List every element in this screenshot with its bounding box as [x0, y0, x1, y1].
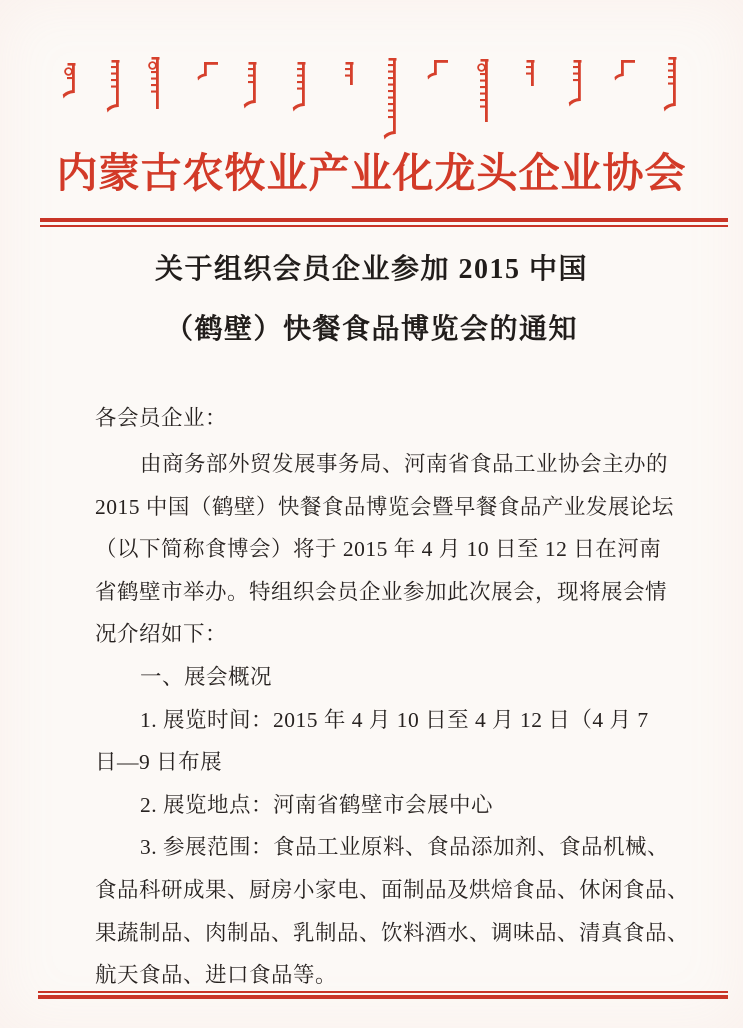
body-text [95, 443, 690, 997]
body-line: 食品科研成果、厨房小家电、面制品及烘焙食品、休闲食品、 [95, 877, 690, 902]
body-line: 2015 中国（鹤壁）快餐食品博览会暨早餐食品产业发展论坛 [95, 494, 674, 519]
red-separator-bottom [38, 991, 728, 999]
doc-title-line1: 关于组织会员企业参加 2015 中国 [154, 254, 588, 285]
body-line: 由商务部外贸发展事务局、河南省食品工业协会主办的 [140, 452, 669, 476]
body-line: 日—9 日布展 [95, 750, 223, 775]
body-line: 省鹤壁市举办。特组织会员企业参加此次展会，现将展会情 [95, 579, 668, 604]
body-line: 果蔬制品、肉制品、乳制品、饮料酒水、调味品、清真食品、 [95, 920, 690, 945]
red-separator-top [40, 218, 728, 227]
org-title: 内蒙古农牧业产业化龙头企业协会 [56, 150, 687, 196]
doc-title-line2: （鹤壁）快餐食品博览会的通知 [164, 314, 578, 345]
mongolian-script-banner [0, 0, 743, 150]
body-line: 况介绍如下： [95, 622, 228, 647]
body-line: （以下简称食博会）将于 2015 年 4 月 10 日至 12 日在河南 [95, 537, 662, 562]
body-line: 一、展会概况 [140, 664, 273, 689]
body-line: 2. 展览地点：河南省鹤壁市会展中心 [140, 792, 494, 817]
body-line: 3. 参展范围：食品工业原料、食品添加剂、食品机械、 [140, 835, 670, 860]
body-line: 1. 展览时间：2015 年 4 月 10 日至 4 月 12 日（4 月 7 [140, 707, 649, 732]
body-line: 航天食品、进口食品等。 [95, 963, 338, 988]
salutation: 各会员企业： [95, 406, 228, 430]
